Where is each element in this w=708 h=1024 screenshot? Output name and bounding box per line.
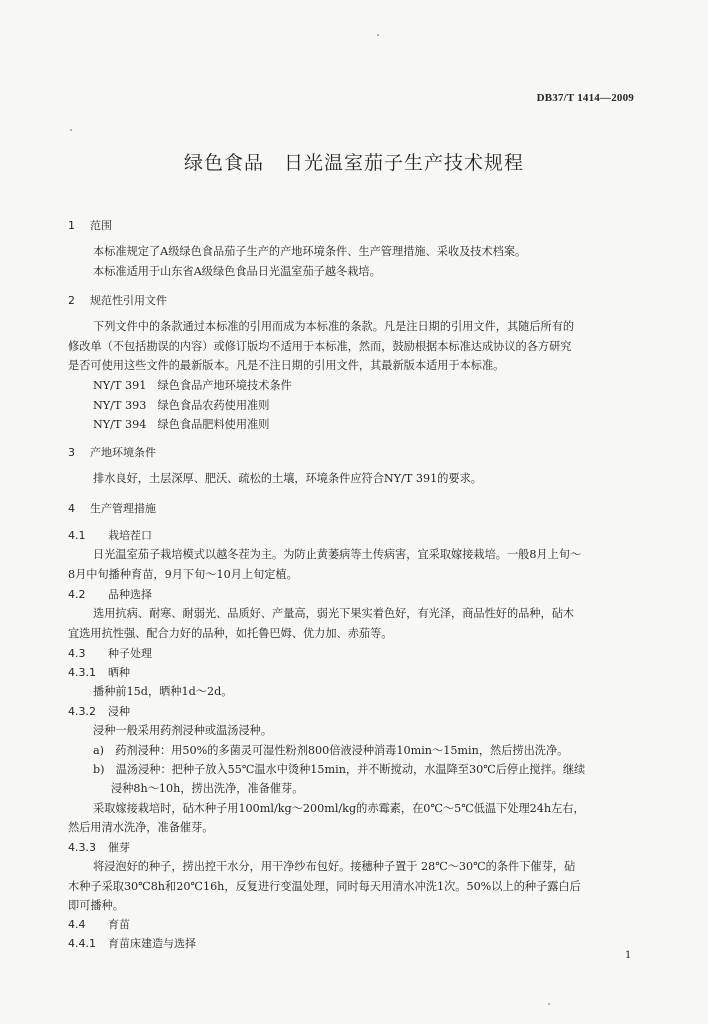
scan-speck — [70, 129, 72, 131]
scan-speck — [377, 34, 379, 36]
paragraph-line: 即可播种。 — [68, 899, 124, 912]
paragraph-line: 本标准规定了A级绿色食品茄子生产的产地环境条件、生产管理措施、采收及技术档案。 — [93, 245, 527, 258]
paragraph-line: 浸种一般采用药剂浸种或温汤浸种。 — [93, 724, 273, 737]
subsection-heading: 4.3 种子处理 — [68, 647, 152, 660]
paragraph-line: 将浸泡好的种子，捞出控干水分，用干净纱布包好。接穗种子置于 28℃～30℃的条件下催芽，砧 — [93, 860, 576, 873]
section-heading: 3 产地环境条件 — [68, 446, 156, 459]
paragraph-line: 然后用清水洗净，准备催芽。 — [68, 821, 214, 834]
paragraph-line: 日光温室茄子栽培模式以越冬茬为主。为防止黄萎病等土传病害，宜采取嫁接栽培。一般8月上旬～ — [93, 548, 582, 561]
standard-code: DB37/T 1414—2009 — [536, 92, 634, 104]
list-item: a) 药剂浸种：用50%的多菌灵可湿性粉剂800倍液浸种消毒10min～15min，然后捞出洗净。 — [93, 744, 569, 757]
document-title: 绿色食品 日光温室茄子生产技术规程 — [183, 152, 524, 174]
subsection-heading: 4.3.3 催芽 — [68, 841, 130, 854]
paragraph-line: 播种前15d，晒种1d～2d。 — [93, 685, 233, 698]
paragraph-line: 采取嫁接栽培时，砧木种子用100ml/kg～200ml/kg的赤霉素，在0℃～5℃低温下处理24h左右， — [93, 802, 585, 815]
subsection-heading: 4.4.1 育苗床建造与选择 — [68, 937, 196, 950]
subsection-heading: 4.1 栽培茬口 — [68, 529, 152, 542]
paragraph-line: 木种子采取30℃8h和20℃16h，反复进行变温处理，同时每天用清水冲洗1次。50%以上的种子露白后 — [68, 880, 581, 893]
scan-speck — [548, 1003, 550, 1005]
section-heading: 4 生产管理措施 — [68, 502, 156, 515]
paragraph-line: 选用抗病、耐寒、耐弱光、品质好、产量高，弱光下果实着色好，有光泽，商品性好的品种，砧木 — [93, 607, 575, 620]
section-heading: 1 范围 — [68, 219, 112, 232]
reference-item: NY/T 391 绿色食品产地环境技术条件 — [93, 379, 292, 392]
reference-item: NY/T 394 绿色食品肥料使用准则 — [93, 418, 270, 431]
list-item: b) 温汤浸种：把种子放入55℃温水中烫种15min，并不断搅动，水温降至30℃后停止搅拌。继续 — [93, 763, 586, 776]
subsection-heading: 4.4 育苗 — [68, 918, 130, 931]
subsection-heading: 4.2 品种选择 — [68, 588, 152, 601]
paragraph-line: 8月中旬播种育苗，9月下旬～10月上旬定植。 — [68, 568, 298, 581]
paragraph-line: 是否可使用这些文件的最新版本。凡是不注日期的引用文件，其最新版本适用于本标准。 — [68, 359, 505, 372]
subsection-heading: 4.3.1 晒种 — [68, 666, 130, 679]
reference-item: NY/T 393 绿色食品农药使用准则 — [93, 399, 270, 412]
paragraph-line: 修改单（不包括勘误的内容）或修订版均不适用于本标准，然而，鼓励根据本标准达成协议的各方研究 — [68, 340, 572, 353]
paragraph-line: 宜选用抗性强、配合力好的品种，如托鲁巴姆、优力加、赤茄等。 — [68, 627, 393, 640]
paragraph-line: 本标准适用于山东省A级绿色食品日光温室茄子越冬栽培。 — [93, 265, 381, 278]
page-number: 1 — [625, 950, 632, 961]
paragraph-line: 下列文件中的条款通过本标准的引用而成为本标准的条款。凡是注日期的引用文件，其随后所有的 — [93, 320, 575, 333]
section-heading: 2 规范性引用文件 — [68, 294, 167, 307]
paragraph-line: 排水良好，土层深厚、肥沃、疏松的土壤，环境条件应符合NY/T 391的要求。 — [93, 472, 482, 485]
list-item-continuation: 浸种8h～10h，捞出洗净，准备催芽。 — [111, 782, 304, 795]
subsection-heading: 4.3.2 浸种 — [68, 705, 130, 718]
